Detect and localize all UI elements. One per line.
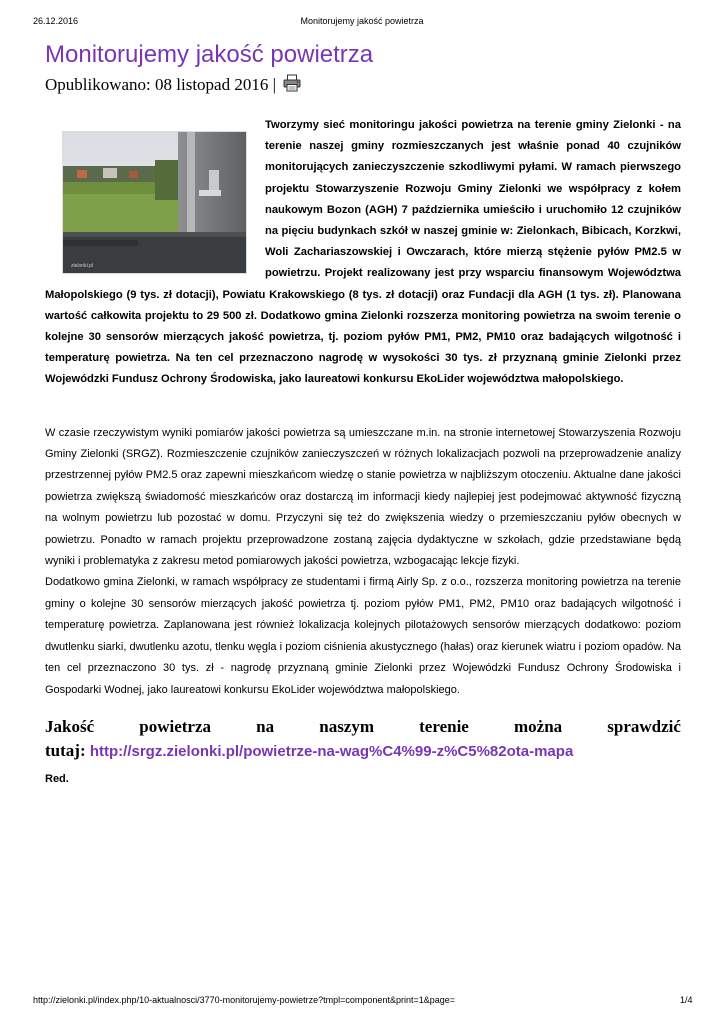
- page-number: 1/4: [680, 995, 693, 1005]
- lead-paragraph: Tworzymy sieć monitoringu jakości powietrza na terenie gminy Zielonki - na terenie naszej gminy rozmieszczanych jest właśnie ponad 40 czujników monitorujących zanieczyszczenie szkodliwymi pyłami. W ramach pierwszego projektu Stowarzyszenie Rozwoju Gminy Zielonki we współpracy z kołem naukowym Bozon (AGH) 7 października umieściło i uruchomiło 12 czujników na pięciu budynkach szkół w naszej gminie w: Zielonkach, Bibicach, Korzkwi, Woli Zachariaszowskiej i Owczarach, które mierzą stężenie pyłów PM2.5 w powietrzu. Projekt realizowany jest przy wsparciu finansowym Województwa Małopolskiego (9 tys. zł dotacji), Powiatu Krakowskiego (8 tys. zł dotacji) oraz Fundacji dla AGH (1 tys. zł). Planowana wartość całkowita projektu to 29 500 zł. Dodatkowo gmina Zielonki rozszerza monitoring powietrza na swoim terenie o kolejne 30 sensorów mierzących jakość powietrza, tj. poziom pyłów PM1, PM2, PM10 oraz badających wilgotność i temperaturę powietrza. Na ten cel przeznaczono nagrodę w wysokości 30 tys. zł przyznaną gminie Zielonki przez Wojewódzki Fundusz Ochrony Środowiska, jako laureatowi konkursu EkoLider województwa małopolskiego.: [45, 119, 681, 386]
- article-photo: [62, 131, 247, 274]
- print-header-title: Monitorujemy jakość powietrza: [300, 16, 424, 26]
- signature: Red.: [45, 772, 69, 785]
- closing-statement: [45, 715, 681, 764]
- air-map-link[interactable]: http://srgz.zielonki.pl/powietrze-na-wag%C4%99-z%C5%82ota-mapa: [89, 742, 574, 760]
- body-paragraph-2: Dodatkowo gmina Zielonki, w ramach współpracy ze studentami i firmą Airly Sp. z o.o., rozszerza monitoring powietrza na terenie gminy o kolejne 30 sensorów mierzących jakość powietrza tj. poziom pyłów PM1, PM2, PM10 oraz badających wilgotność i temperaturę powietrza. Zaplanowana jest również lokalizacja kolejnych pilotażowych sensorów mierzących dodatkowo: poziom dwutlenku siarki, dwutlenku azotu, tlenku węgla i poziom ciśnienia akustycznego (hałas) oraz kierunek wiatru i poziom opadów. Na ten cel przeznaczono 30 tys. zł - nagrodę przyznaną gminie Zielonki przez Wojewódzki Fundusz Ochrony Środowiska i Gospodarki Wodnej, jako laureatowi konkursu EkoLider województwa małopolskiego.: [45, 576, 681, 696]
- body-paragraph-1: W czasie rzeczywistym wyniki pomiarów jakości powietrza są umieszczane m.in. na stronie internetowej Stowarzyszenia Rozwoju Gminy Zielonki (SRGZ). Rozmieszczenie czujników zanieczyszczeń w różnych lokalizacjach pozwoli na przeprowadzenie analizy przestrzennej pyłów PM2.5 oraz zapewni mieszkańcom wiedzę o stanie powietrza w najbliższym otoczeniu. Aktualne dane jakości powietrza zwiększą świadomość mieszkańców oraz dostarczą im informacji kiedy najlepiej jest podejmować aktywność fizyczną na wolnym powietrzu lub pozostać w domu. Przyczyni się też do zwiększenia wiedzy o przemieszczaniu pyłów obecnych w powietrzu. Ponadto w ramach projektu przeprowadzone zostaną zajęcia dydaktyczne w szkołach, gdzie przedstawiane będą wyniki i problematyka z zakresu metod pomiarowych jakości powietrza, wzbogacając lekcje fizyki.: [45, 426, 681, 568]
- printer-icon[interactable]: [283, 74, 301, 97]
- article-body: [45, 115, 681, 785]
- closing-line-1: Jakość powietrza na naszym terenie można sprawdzić: [45, 716, 681, 736]
- published-date: Opublikowano: 08 listopad 2016 |: [45, 75, 277, 94]
- closing-line-2: tutaj: http://srgz.zielonki.pl/powietrze-na-wag%C4%99-z%C5%82ota-mapa: [45, 740, 574, 760]
- photo-caption: zielonki.pl: [71, 263, 93, 269]
- print-header: [0, 16, 724, 30]
- print-date: 26.12.2016: [33, 16, 79, 26]
- footer-url: http://zielonki.pl/index.php/10-aktualnosci/3770-monitorujemy-powietrze?tmpl=component&print=1&page=: [33, 995, 455, 1005]
- published-line: [45, 74, 301, 97]
- page-title: Monitorujemy jakość powietrza: [45, 41, 374, 68]
